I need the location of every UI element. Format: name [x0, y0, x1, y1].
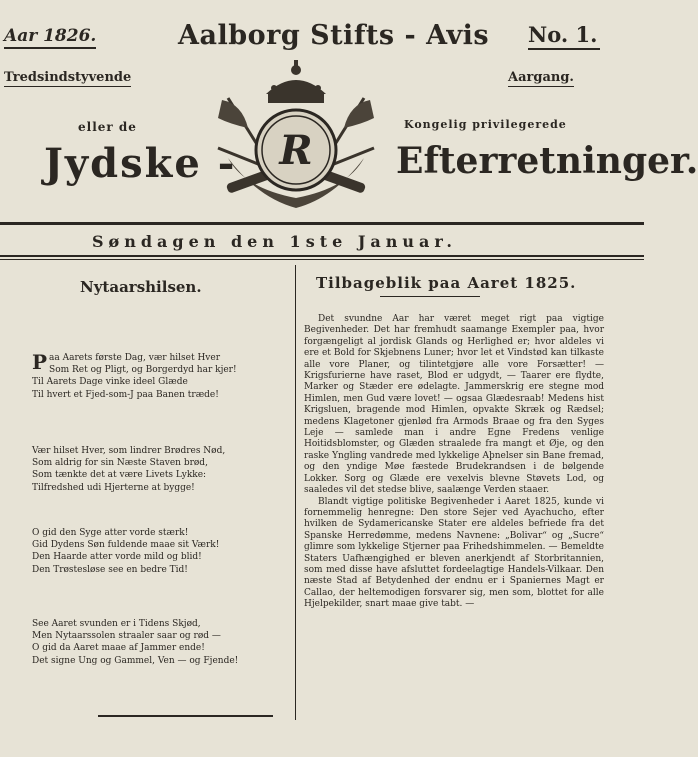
- poem-line: aa Aarets første Dag, vær hilset Hver: [49, 353, 221, 363]
- article-heading-rule: [380, 296, 480, 297]
- article-body: [304, 314, 604, 611]
- poem-dropcap: P: [32, 350, 48, 374]
- poem-line: Men Nytaarssolen straaler saar og rød —: [32, 631, 221, 642]
- article-paragraph: Blandt vigtige politiske Begivenheder i Aaret 1825, kunde vi fornemmelig henregne: Den store Sejer ved Ayachucho, efter hvilken de Sydamericanske Stater ere aldeles befriede fra det Spanske Herredømme, medens Navnene: „Bolivar“ og „Sucre“ glimre som lykkelige Stjerner paa Frihedshimmelen. — Bemeldte Staters Uafhængighed er bleven anerkjendt af Storbritannien, som med disse have afsluttet fordeelagtige Handels-Vilkaar. Den næste Stad af Betydenhed der endnu er i Spaniernes Magt er Callao, der heltemodigen forsvarer sig, men som, blottet for alle Hjelpekilder, snart maae give tabt. —: [304, 496, 604, 610]
- poem-line: Til hvert et Fjed-som-J paa Banen træde!: [32, 389, 219, 400]
- poem-line: Vær hilset Hver, som lindrer Brødres Nød,: [32, 446, 226, 456]
- masthead-rule-bottom: [0, 255, 644, 257]
- poem-line: Til Aarets Dage vinke ideel Glæde: [32, 377, 188, 388]
- poem-line: Det signe Ung og Gammel, Ven — og Fjende!: [32, 655, 239, 666]
- poem-stanza: [32, 527, 290, 576]
- volume-label: Aargang.: [508, 70, 574, 85]
- column-divider: [295, 265, 296, 720]
- poem-end-rule: [98, 715, 273, 717]
- paper-name-right: Efterretninger.: [396, 140, 698, 182]
- dateline: Søndagen den 1ste Januar.: [92, 232, 457, 251]
- poem-stanza: [32, 618, 290, 667]
- poem-stanza: [32, 352, 290, 401]
- masthead-rule-top: [0, 222, 644, 225]
- poem-line: Den Trøstesløse see en bedre Tid!: [32, 564, 188, 575]
- royal-crest-icon: [208, 58, 384, 218]
- poem-line: O gid den Syge atter vorde stærk!: [32, 528, 189, 538]
- subtitle-kongelig: Kongelig privilegerede: [404, 118, 567, 131]
- masthead-year: Aar 1826.: [4, 26, 96, 49]
- crest-monogram: R: [279, 127, 313, 174]
- article-paragraph: Det svundne Aar har været meget rigt paa vigtige Begivenheder. Det har fremhudt saamange Exempler paa, hvor forgængeligt al jordisk Glands og Herlighed er; hvor aldeles vi ere et Bold for Skjebnens Luner; hvor let et Vindstød kan tilkaste alle vore Planer, og tilintetgjøre alle vore Forsætter! — Krigsfurierne have raset, Blod er udgydt, — Taarer ere flydte, Marker og Stæder ere ødelagte. Jammerskrig ere stegne mod Himlen, men Gud være lovet! — ogsaa Glædesraab! Medens hist Krigsluen, bragende mod Himlen, opvakte Skræk og Rædsel; medens Klagetoner gjenlød fra Armods Braae og fra den Syges Leje — samlede man i andre Egne Fredens venlige Hoitidsblomster, og Glæden straalede fra mangt et Øje, og den raske Yngling vandrede med lykkelige Aþnelser sin Bane fremad, og den yndige Møe fæstede Brudekrandsen i de bølgende Lokker. Sorg og Glæde ere vexelvis blevne Støvets Lod, og saaledes vil det stedse blive, saalænge Verden staaer.: [304, 314, 604, 496]
- subtitle-eller-de: eller de: [78, 120, 137, 134]
- poem-line: Som Ret og Pligt, og Borgerdyd har kjer!: [49, 365, 237, 376]
- paper-name-left: Jydske -: [44, 140, 237, 187]
- poem-line: Som aldrig for sin Næste Staven brød,: [32, 458, 208, 469]
- poem-line: Som tænkte det at være Livets Lykke:: [32, 470, 207, 481]
- article-heading: Tilbageblik paa Aaret 1825.: [316, 274, 577, 292]
- poem-stanza: [32, 445, 290, 494]
- poem-line: Gid Dydens Søn fuldende maae sit Værk!: [32, 540, 220, 551]
- poem-line: Den Haarde atter vorde mild og blid!: [32, 552, 202, 563]
- poem-line: Tilfredshed udi Hjerterne at bygge!: [32, 482, 195, 493]
- poem-line: O gid da Aaret maae af Jammer ende!: [32, 643, 205, 654]
- poem-heading: Nytaarshilsen.: [80, 278, 202, 296]
- masthead-rule-thin: [0, 259, 644, 260]
- masthead-title: Aalborg Stifts - Avis: [178, 20, 490, 51]
- poem-line: See Aaret svunden er i Tidens Skjød,: [32, 619, 201, 629]
- volume-ordinal: Tredsindstyvende: [4, 70, 132, 85]
- issue-number: No. 1.: [528, 22, 600, 50]
